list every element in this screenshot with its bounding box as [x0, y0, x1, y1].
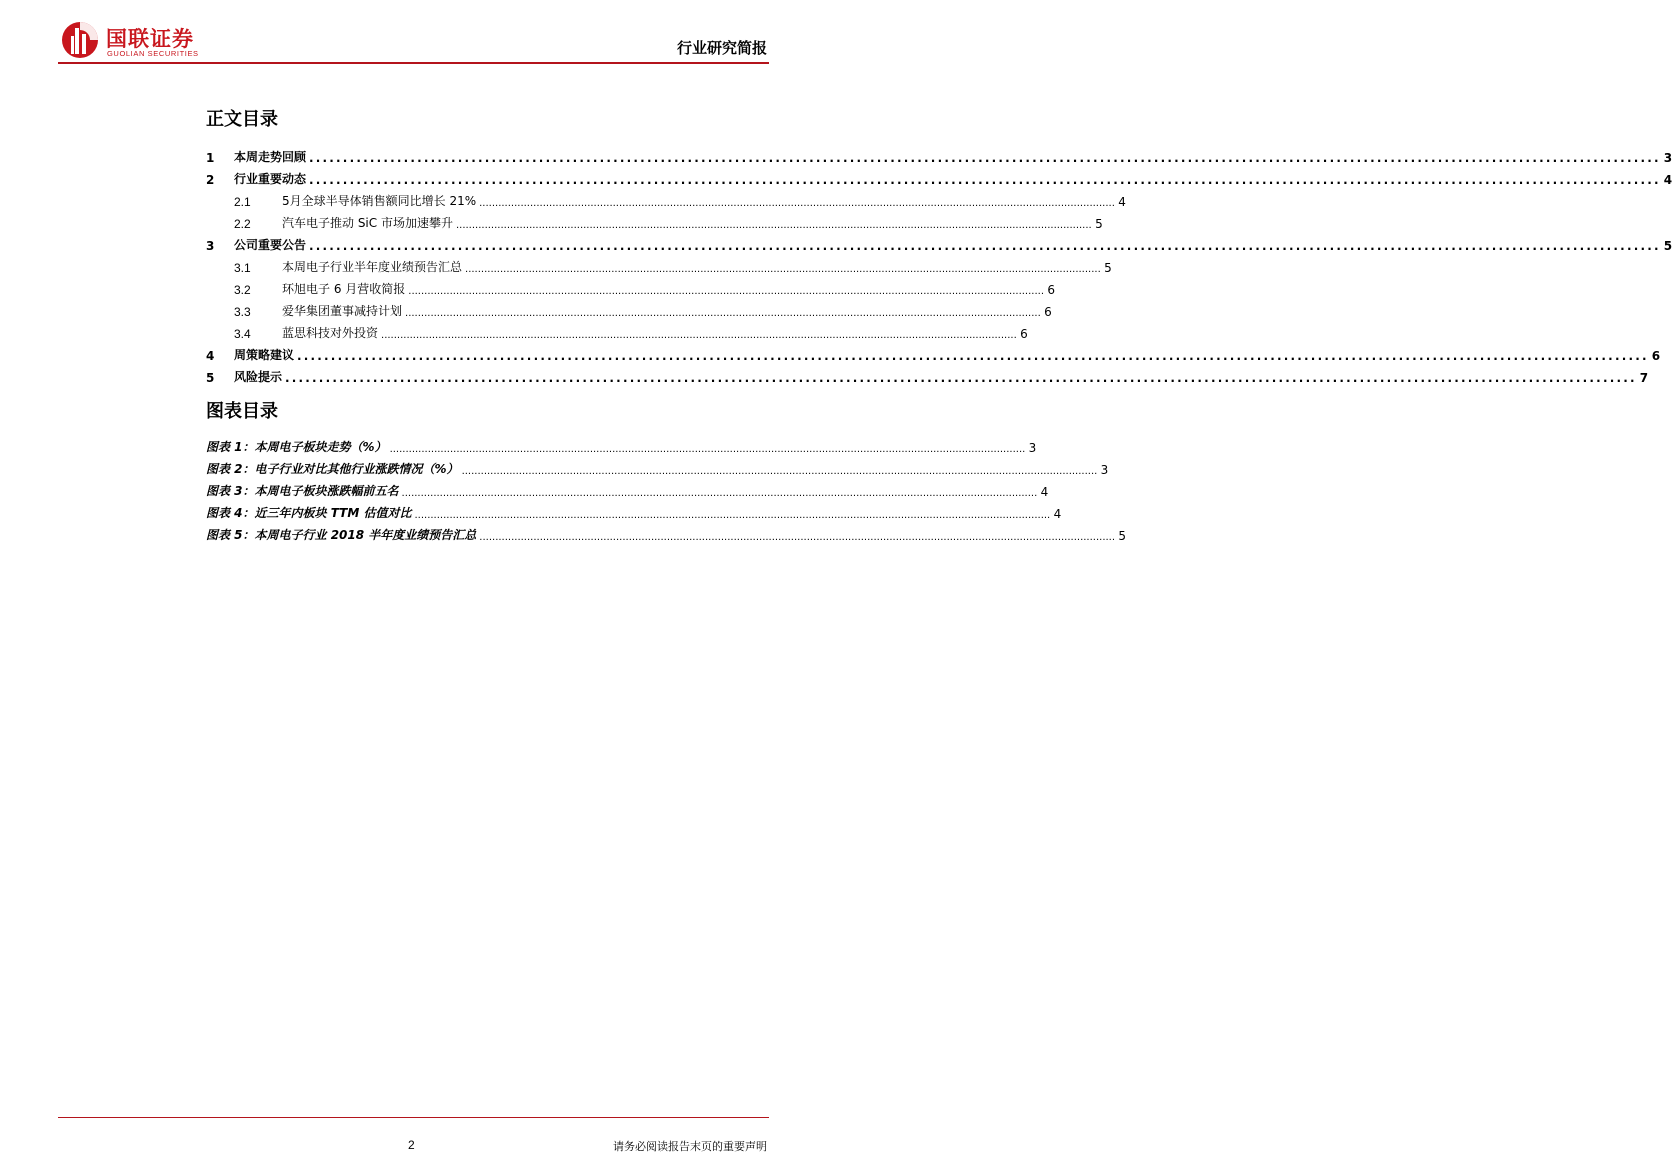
entry-title: 图表 4：近三年内板块 TTM 估值对比: [206, 506, 412, 520]
entry-number: 2.2: [234, 217, 251, 231]
entry-number: 2.1: [234, 195, 251, 209]
entry-page-number: 6: [1651, 349, 1661, 363]
company-logo: [60, 18, 230, 62]
entry-title: 周策略建议: [234, 348, 295, 362]
entry-title: 本周电子行业半年度业绩预告汇总: [282, 260, 463, 274]
dot-leader: ........................................................................................................................................................................................................: [297, 349, 1649, 363]
entry-page-number: 4: [1053, 507, 1062, 521]
dot-leader: ........................................................................................................................................................................................................: [408, 286, 1045, 297]
dot-leader: ........................................................................................................................................................................................................: [389, 444, 1026, 455]
entry-number: 3: [206, 239, 215, 253]
dot-leader: ........................................................................................................................................................................................................: [465, 264, 1101, 275]
entry-title: 图表 5：本周电子行业 2018 半年度业绩预告汇总: [206, 528, 477, 542]
entry-page-number: 3: [1100, 463, 1109, 477]
figure-entry[interactable]: [206, 433, 1037, 455]
figure-entry[interactable]: [206, 477, 1049, 499]
toc-entry[interactable]: [206, 187, 1126, 209]
toc-entry[interactable]: [206, 341, 1661, 363]
page-header: [0, 0, 827, 70]
toc-entry[interactable]: [206, 231, 1672, 253]
toc-entry[interactable]: [206, 253, 1112, 275]
entry-number: 5: [206, 371, 215, 385]
logo-english-name: GUOLIAN SECURITIES: [107, 49, 199, 58]
toc-list: [206, 143, 1672, 385]
entry-number: 1: [206, 151, 215, 165]
entry-page-number: 6: [1044, 305, 1052, 319]
report-type: 行业研究简报: [676, 39, 767, 57]
toc-title: 正文目录: [206, 109, 278, 130]
dot-leader: ........................................................................................................................................................................................................: [309, 239, 1661, 253]
dot-leader: ........................................................................................................................................................................................................: [309, 151, 1661, 165]
entry-number: 2: [206, 173, 215, 187]
entry-page-number: 5: [1095, 217, 1103, 231]
entry-title: 图表 2：电子行业对比其他行业涨跌情况（%）: [206, 462, 459, 476]
dot-leader: ........................................................................................................................................................................................................: [285, 371, 1637, 385]
toc-entry[interactable]: [206, 319, 1028, 341]
entry-title: 图表 1：本周电子板块走势（%）: [206, 440, 387, 454]
entry-title: 环旭电子 6 月营收简报: [282, 282, 406, 296]
entry-page-number: 4: [1118, 195, 1126, 209]
figures-title: 图表目录: [206, 401, 278, 422]
page-number: 2: [408, 1138, 415, 1152]
entry-number: 3.2: [234, 283, 251, 297]
dot-leader: ........................................................................................................................................................................................................: [405, 308, 1041, 319]
toc-entry[interactable]: [206, 363, 1649, 385]
figure-entry[interactable]: [206, 521, 1127, 543]
entry-page-number: 4: [1663, 173, 1672, 187]
entry-title: 本周走势回顾: [234, 150, 307, 164]
dot-leader: ........................................................................................................................................................................................................: [401, 488, 1038, 499]
entry-page-number: 5: [1663, 239, 1672, 253]
entry-title: 5月全球半导体销售额同比增长 21%: [282, 194, 477, 208]
entry-title: 行业重要动态: [234, 172, 307, 186]
dot-leader: ........................................................................................................................................................................................................: [455, 220, 1092, 231]
logo-chinese-name: 国联证券: [106, 27, 194, 51]
entry-number: 3.3: [234, 305, 251, 319]
entry-title: 蓝思科技对外投资: [282, 326, 379, 340]
entry-number: 4: [206, 349, 215, 363]
dot-leader: ........................................................................................................................................................................................................: [461, 466, 1098, 477]
toc-entry[interactable]: [206, 209, 1103, 231]
entry-title: 图表 3：本周电子板块涨跌幅前五名: [206, 484, 399, 498]
entry-page-number: 3: [1028, 441, 1037, 455]
toc-entry[interactable]: [206, 143, 1672, 165]
header-divider: [58, 62, 769, 64]
entry-number: 3.1: [234, 261, 251, 275]
footer-disclaimer: 请务必阅读报告末页的重要声明: [613, 1140, 767, 1153]
entry-title: 汽车电子推动 SiC 市场加速攀升: [282, 216, 453, 230]
entry-title: 风险提示: [234, 370, 283, 384]
figure-entry[interactable]: [206, 499, 1062, 521]
entry-number: 3.4: [234, 327, 251, 341]
toc-entry[interactable]: [206, 275, 1056, 297]
entry-page-number: 3: [1663, 151, 1672, 165]
figure-entry[interactable]: [206, 455, 1109, 477]
figures-list: [206, 433, 1127, 543]
dot-leader: ........................................................................................................................................................................................................: [414, 510, 1051, 521]
entry-page-number: 6: [1020, 327, 1028, 341]
dot-leader: ........................................................................................................................................................................................................: [479, 198, 1115, 209]
footer-divider: [58, 1117, 769, 1118]
entry-page-number: 6: [1047, 283, 1056, 297]
entry-title: 公司重要公告: [234, 238, 307, 252]
toc-entry[interactable]: [206, 165, 1672, 187]
entry-page-number: 4: [1040, 485, 1049, 499]
dot-leader: ........................................................................................................................................................................................................: [309, 173, 1661, 187]
logo-mark-icon: [60, 18, 102, 60]
entry-page-number: 5: [1104, 261, 1112, 275]
dot-leader: ........................................................................................................................................................................................................: [479, 532, 1116, 543]
toc-entry[interactable]: [206, 297, 1052, 319]
entry-page-number: 5: [1118, 529, 1127, 543]
contents-page: [206, 105, 1672, 543]
dot-leader: ........................................................................................................................................................................................................: [381, 330, 1017, 341]
entry-title: 爱华集团董事减持计划: [282, 304, 403, 318]
entry-page-number: 7: [1639, 371, 1649, 385]
